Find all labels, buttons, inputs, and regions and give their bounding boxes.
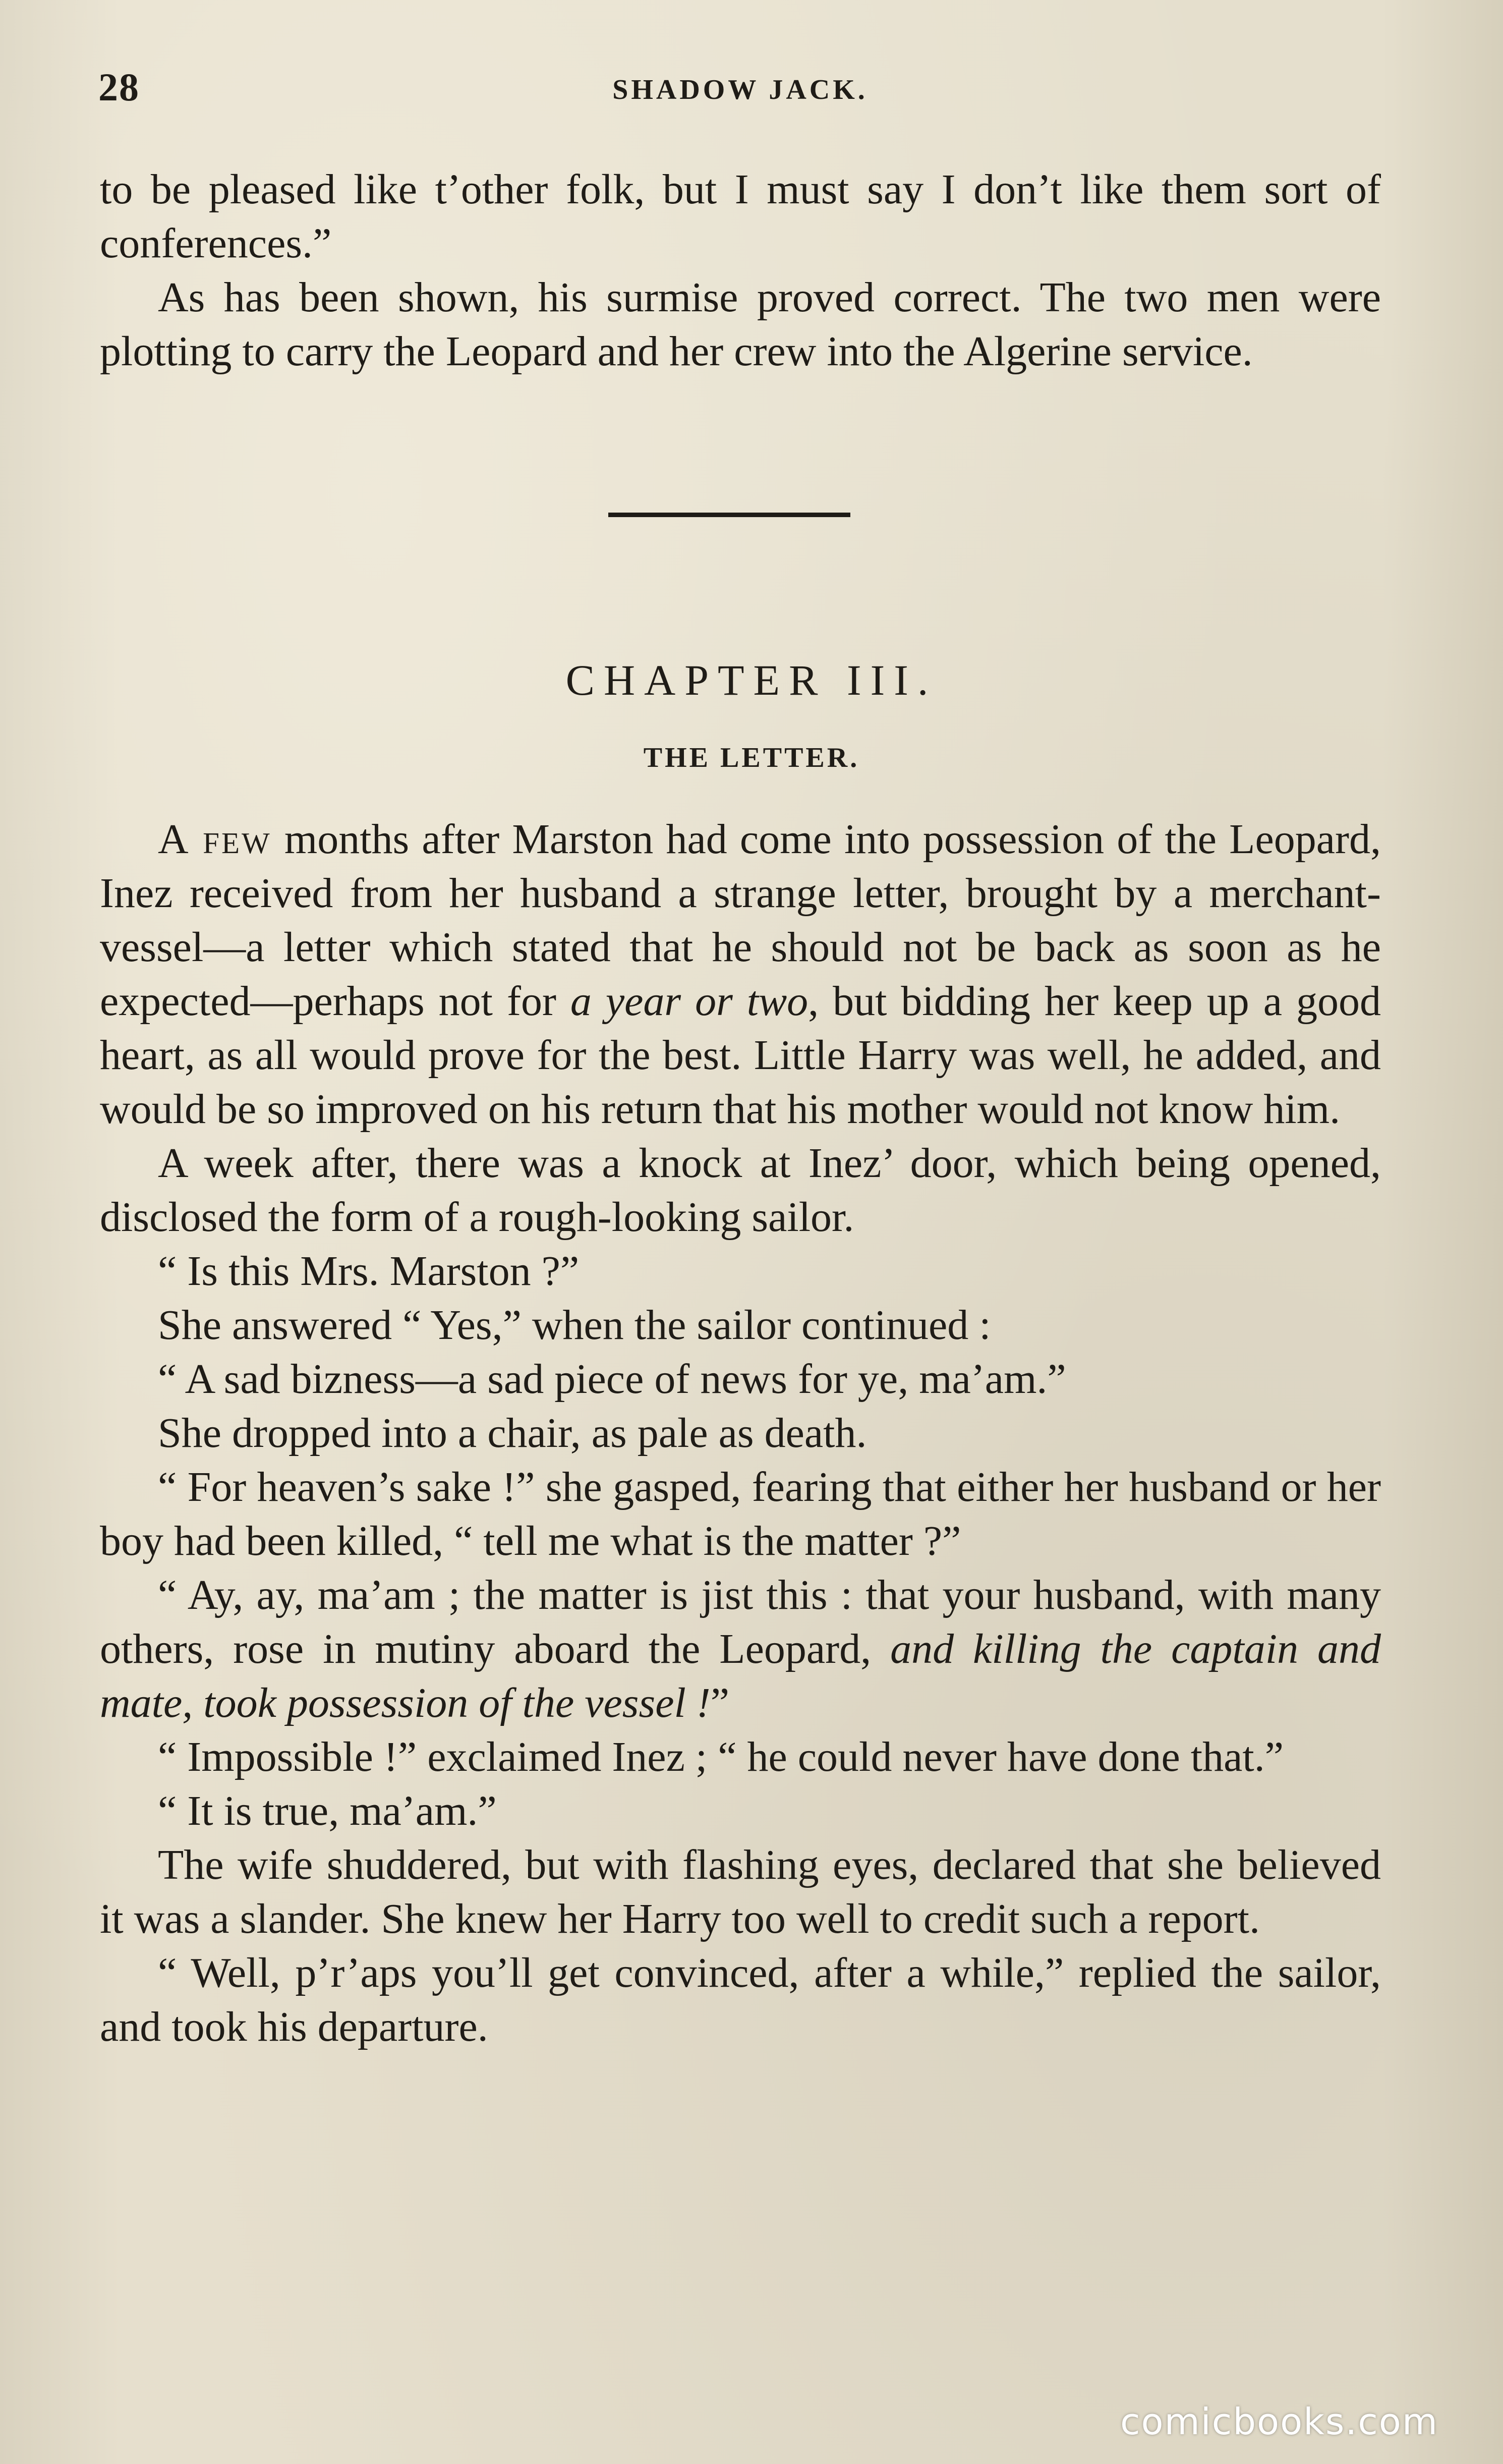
body-paragraph: “ A sad bizness—a sad piece of news for ye, ma’am.” xyxy=(158,1356,1066,1403)
chapter-heading: CHAPTER III. xyxy=(565,656,938,704)
paragraph-text: “ Ay, ay, ma’am ; the matter is jist this : that your husband, with many others, rose in mutiny aboard the Leopard, xyxy=(100,1572,1381,1672)
section-divider xyxy=(608,513,850,517)
opening-words: A few xyxy=(158,816,272,863)
body-paragraph: “ Well, p’r’aps you’ll get convinced, after a while,” replied the sailor, and took his departure. xyxy=(100,1949,1381,2050)
running-head xyxy=(98,65,1382,110)
paragraph-text: ” xyxy=(710,1679,730,1726)
continuation-text xyxy=(100,162,1381,378)
body-paragraph: The wife shuddered, but with flashing eyes, declared that she believed it was a slander. She knew her Harry too well to credit such a report. xyxy=(100,1841,1381,1942)
body-paragraph: She dropped into a chair, as pale as death. xyxy=(158,1410,867,1457)
body-paragraph: A week after, there was a knock at Inez’ door, which being opened, disclosed the form of a rough-looking sailor. xyxy=(100,1140,1381,1241)
chapter-body xyxy=(100,812,1381,2054)
book-title: SHADOW JACK. xyxy=(612,74,868,105)
body-paragraph: “ For heaven’s sake !” she gasped, fearing that either her husband or her boy had been killed, “ tell me what is the matter ?” xyxy=(100,1464,1381,1564)
body-paragraph: “ Impossible !” exclaimed Inez ; “ he could never have done that.” xyxy=(158,1733,1284,1780)
body-paragraph xyxy=(100,812,1381,1136)
page-number: 28 xyxy=(98,65,140,109)
paragraph-text: , but bidding her keep up a good heart, as all would prove for the best. Little Harry was well, he added, and would be so improved on his return that his mother would not know him. xyxy=(100,978,1381,1133)
body-paragraph: “ Is this Mrs. Marston ?” xyxy=(158,1248,580,1295)
paragraph-text: months after Marston had come into possession of the Leopard, Inez received from her husband a strange letter, brought by a merchant-vessel—a letter which stated that he should not be back as soon as he expected—perhaps not for xyxy=(100,816,1381,1025)
body-paragraph xyxy=(100,1568,1381,1730)
continuation-paragraph: As has been shown, his surmise proved correct. The two men were plotting to carry the Leopard and her crew into the Algerine service. xyxy=(100,274,1381,375)
site-watermark: comicbooks.com xyxy=(1120,2400,1438,2443)
italic-text: and killing the captain and mate, took possession of the vessel ! xyxy=(100,1626,1381,1726)
chapter-subtitle: THE LETTER. xyxy=(643,742,860,773)
body-paragraph: She answered “ Yes,” when the sailor continued : xyxy=(158,1302,991,1349)
continuation-paragraph: to be pleased like t’other folk, but I must say I don’t like them sort of conferences.” xyxy=(100,166,1381,267)
italic-text: a year or two xyxy=(570,978,808,1025)
body-paragraph: “ It is true, ma’am.” xyxy=(158,1787,497,1834)
